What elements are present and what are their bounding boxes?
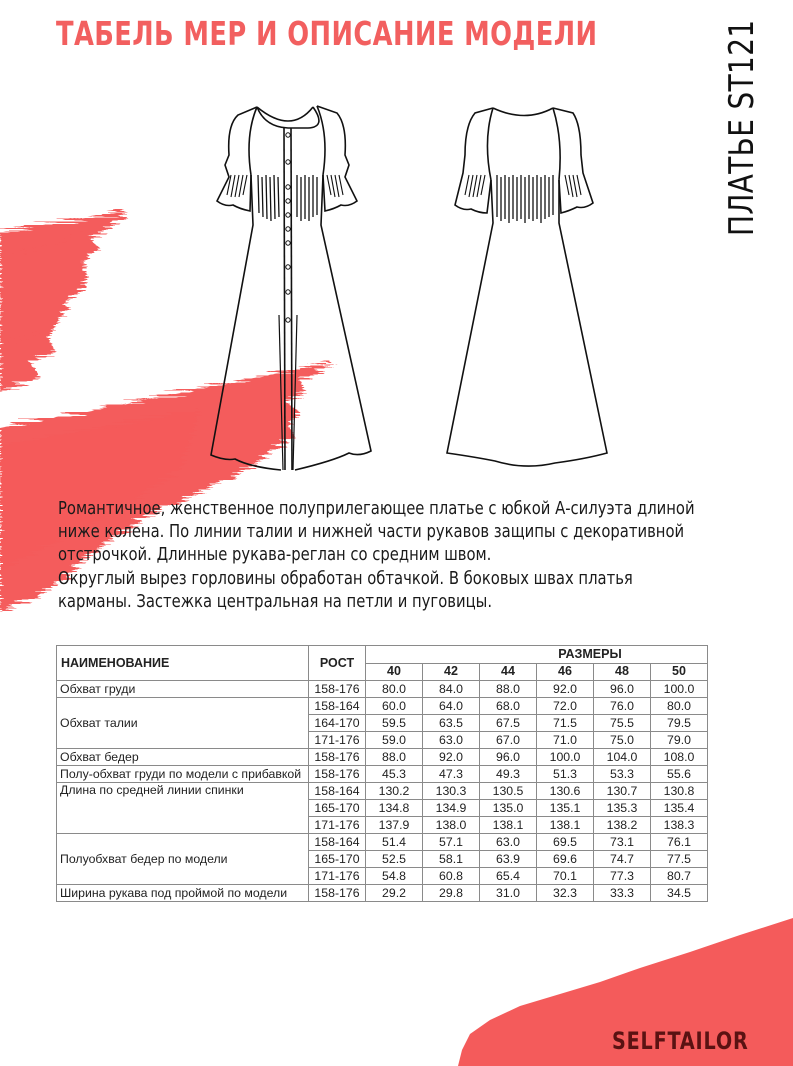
measurement-value: 74.7 [594,851,651,868]
dress-front-sketch-icon [205,95,415,475]
table-row [57,885,708,902]
measurement-value: 108.0 [651,749,708,766]
height-range: 158-164 [309,834,366,851]
measurement-value: 96.0 [480,749,537,766]
buttons [286,133,290,322]
measurement-name: Ширина рукава под проймой по модели [57,885,309,902]
measurement-value: 138.2 [594,817,651,834]
measurement-value: 100.0 [537,749,594,766]
measurement-value: 54.8 [366,868,423,885]
table-row [57,749,708,766]
measurement-value: 67.5 [480,715,537,732]
height-range: 158-176 [309,749,366,766]
height-range: 164-170 [309,715,366,732]
measurement-value: 68.0 [480,698,537,715]
measurement-value: 64.0 [423,698,480,715]
measurement-value: 135.1 [537,800,594,817]
size-header: 46 [537,663,594,681]
measurement-value: 63.0 [423,732,480,749]
waist-pleats [258,175,317,221]
measurement-value: 137.9 [366,817,423,834]
measurement-value: 130.6 [537,783,594,800]
measurement-value: 84.0 [423,681,480,698]
measurement-value: 138.1 [537,817,594,834]
measurement-value: 47.3 [423,766,480,783]
measurement-value: 59.5 [366,715,423,732]
measurement-value: 71.0 [537,732,594,749]
measurement-value: 130.2 [366,783,423,800]
measurement-value: 79.5 [651,715,708,732]
measurement-value: 34.5 [651,885,708,902]
size-header: 50 [651,663,708,681]
measurement-value: 45.3 [366,766,423,783]
measurement-value: 79.0 [651,732,708,749]
height-range: 171-176 [309,817,366,834]
measurement-value: 49.3 [480,766,537,783]
measurement-value: 63.0 [480,834,537,851]
table-row [57,698,708,715]
height-range: 165-170 [309,800,366,817]
paint-stroke-upper [0,211,128,392]
measurement-value: 104.0 [594,749,651,766]
size-chart-table [56,645,708,902]
measurement-value: 60.0 [366,698,423,715]
measurement-value: 52.5 [366,851,423,868]
measurement-value: 58.1 [423,851,480,868]
measurement-value: 51.3 [537,766,594,783]
measurement-value: 138.3 [651,817,708,834]
measurement-value: 53.3 [594,766,651,783]
measurement-name: Обхват талии [57,698,309,749]
height-range: 158-176 [309,681,366,698]
measurement-value: 71.5 [537,715,594,732]
measurement-value: 77.5 [651,851,708,868]
table-row [57,766,708,783]
measurement-value: 75.5 [594,715,651,732]
size-header: 48 [594,663,651,681]
measurement-value: 134.9 [423,800,480,817]
measurement-value: 65.4 [480,868,537,885]
measurement-name: Обхват бедер [57,749,309,766]
measurement-value: 76.1 [651,834,708,851]
measurement-value: 96.0 [594,681,651,698]
height-range: 171-176 [309,868,366,885]
measurement-value: 100.0 [651,681,708,698]
measurement-value: 67.0 [480,732,537,749]
measurement-value: 73.1 [594,834,651,851]
height-range: 158-176 [309,885,366,902]
waist-pleats [497,175,553,223]
measurement-value: 92.0 [537,681,594,698]
measurement-value: 29.8 [423,885,480,902]
description-line: Романтичное, женственное полуприлегающее платье с юбкой А-силуэта длиной [58,499,695,519]
measurement-value: 75.0 [594,732,651,749]
measurement-value: 134.8 [366,800,423,817]
page-title: ТАБЕЛЬ МЕР И ОПИСАНИЕ МОДЕЛИ [56,14,598,53]
size-header: 44 [480,663,537,681]
measurement-value: 138.0 [423,817,480,834]
measurement-value: 63.5 [423,715,480,732]
description-line: отстрочкой. Длинные рукава-реглан со средним швом. [58,545,492,566]
size-header: 40 [366,663,423,681]
measurement-value: 80.0 [366,681,423,698]
header-sizes: РАЗМЕРЫ [366,646,708,664]
table-header-row [57,646,708,664]
measurement-value: 77.3 [594,868,651,885]
header-name: НАИМЕНОВАНИЕ [57,646,309,681]
measurement-value: 29.2 [366,885,423,902]
measurement-value: 130.5 [480,783,537,800]
measurement-value: 72.0 [537,698,594,715]
measurement-value: 88.0 [480,681,537,698]
description-line: Округлый вырез горловины обработан обтачкой. В боковых швах платья [58,568,633,589]
brand-logo: SELFTAILOR [612,1027,749,1055]
measurement-value: 76.0 [594,698,651,715]
description-line: ниже колена. По линии талии и нижней части рукавов защипы с декоративной [58,522,685,543]
measurement-name: Длина по средней линии спинки [57,783,309,834]
measurement-value: 70.1 [537,868,594,885]
height-range: 165-170 [309,851,366,868]
dress-back-sketch-icon [435,95,625,475]
measurement-value: 59.0 [366,732,423,749]
model-description [58,498,695,614]
measurement-value: 135.0 [480,800,537,817]
measurement-value: 80.0 [651,698,708,715]
measurement-value: 135.4 [651,800,708,817]
table-row [57,783,708,800]
measurement-value: 32.3 [537,885,594,902]
height-range: 171-176 [309,732,366,749]
measurement-value: 92.0 [423,749,480,766]
measurement-value: 55.6 [651,766,708,783]
description-line: карманы. Застежка центральная на петли и пуговицы. [58,591,493,612]
table-row [57,681,708,698]
measurement-value: 130.3 [423,783,480,800]
measurement-value: 80.7 [651,868,708,885]
measurement-name: Полу-обхват груди по модели с прибавкой [57,766,309,783]
measurement-value: 63.9 [480,851,537,868]
header-rost: РОСТ [309,646,366,681]
measurement-name: Полуобхват бедер по модели [57,834,309,885]
measurement-value: 130.7 [594,783,651,800]
measurement-value: 57.1 [423,834,480,851]
height-range: 158-176 [309,766,366,783]
measurement-value: 138.1 [480,817,537,834]
measurement-value: 51.4 [366,834,423,851]
measurement-name: Обхват груди [57,681,309,698]
height-range: 158-164 [309,698,366,715]
measurement-value: 130.8 [651,783,708,800]
measurement-value: 60.8 [423,868,480,885]
table-row [57,834,708,851]
measurement-value: 69.5 [537,834,594,851]
measurement-value: 88.0 [366,749,423,766]
measurement-value: 31.0 [480,885,537,902]
measurement-value: 33.3 [594,885,651,902]
height-range: 158-164 [309,783,366,800]
table-body [57,681,708,902]
model-title: ПЛАТЬЕ ST121 [722,19,762,236]
measurement-value: 135.3 [594,800,651,817]
size-header: 42 [423,663,480,681]
measurement-value: 69.6 [537,851,594,868]
